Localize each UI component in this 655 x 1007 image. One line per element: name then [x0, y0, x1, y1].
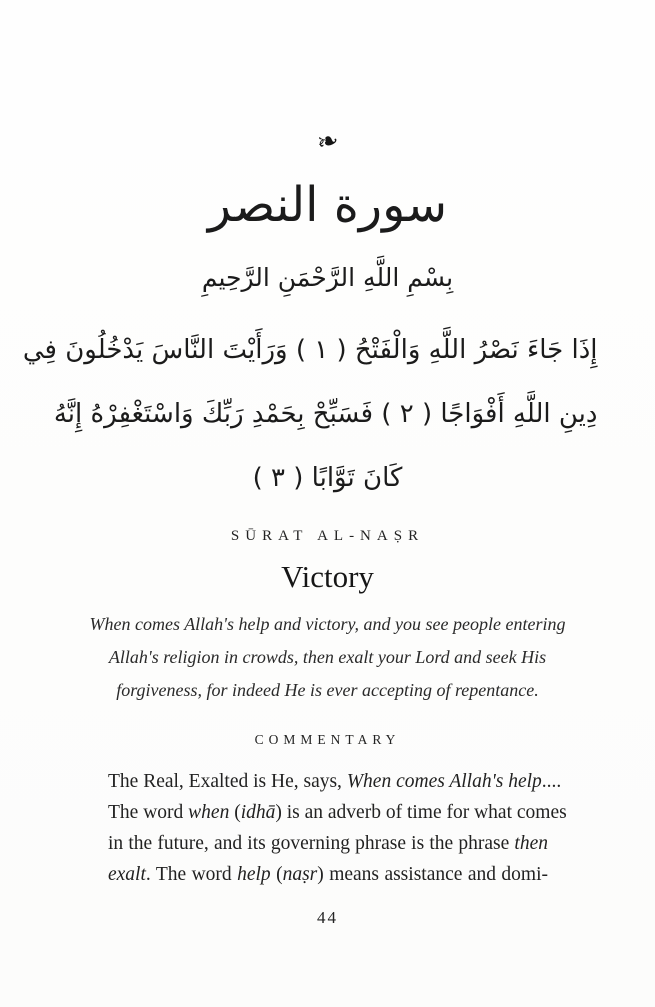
surah-title-arabic: سورة النصر — [207, 177, 448, 233]
verse-line-2: دِينِ اللَّهِ أَفْوَاجًا ( ٢ ) فَسَبِّحْ بِحَمْدِ رَبِّكَ وَاسْتَغْفِرْهُ إِنَّهُ — [53, 399, 598, 429]
verse-line-3: كَانَ تَوَّابًا ( ٣ ) — [252, 463, 403, 493]
page-number: 44 — [317, 908, 338, 927]
translation-line-3: forgiveness, for indeed He is ever accepting of repentance. — [116, 680, 539, 700]
commentary-line-4: exalt. The word help (naṣr) means assistance and domi- — [108, 864, 548, 885]
translation-line-1: When comes Allah's help and victory, and you see people entering — [89, 614, 566, 634]
verse-translation — [0, 608, 655, 707]
commentary-line-3: in the future, and its governing phrase is the phrase then — [108, 833, 548, 854]
translation-line-2: Allah's religion in crowds, then exalt your Lord and seek His — [108, 647, 547, 667]
commentary-paragraph — [108, 766, 567, 890]
surah-transliteration-heading: SŪRAT AL-NAṢR — [230, 528, 425, 544]
commentary-line-1: The Real, Exalted is He, says, When comes Allah's help.... — [108, 771, 562, 792]
commentary-line-2: The word when (idhā) is an adverb of time for what comes — [108, 802, 567, 823]
quran-verses-arabic — [22, 318, 598, 510]
commentary-heading: COMMENTARY — [254, 732, 401, 747]
verse-line-1: إِذَا جَاءَ نَصْرُ اللَّهِ وَالْفَتْحُ ( ١ ) وَرَأَيْتَ النَّاسَ يَدْخُلُونَ فِي — [22, 335, 598, 365]
surah-english-title: Victory — [281, 559, 374, 594]
fleuron-ornament-icon: ❧ — [313, 125, 342, 158]
basmala-arabic: بِسْمِ اللَّهِ الرَّحْمَنِ الرَّحِيمِ — [201, 263, 454, 292]
